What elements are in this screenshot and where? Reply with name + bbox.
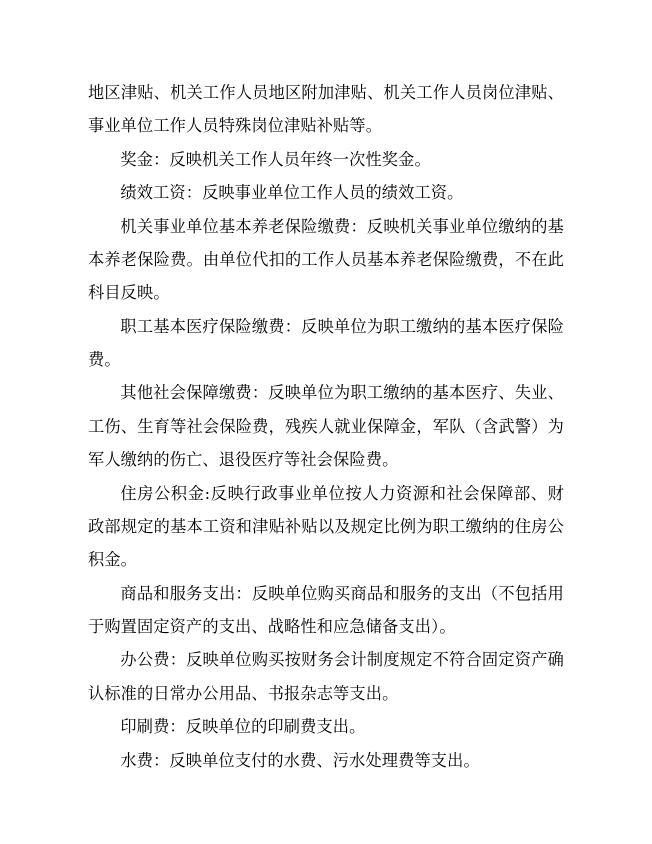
paragraph: 绩效工资：反映事业单位工作人员的绩效工资。	[120, 183, 464, 203]
paragraph: 住房公积金:反映行政事业单位按人力资源和社会保障部、财政部规定的基本工资和津贴补贴以及规定比例为职工缴纳的住房公积金。	[88, 483, 564, 570]
document-body	[88, 76, 564, 777]
paragraph: 地区津贴、机关工作人员地区附加津贴、机关工作人员岗位津贴、事业单位工作人员特殊岗位津贴补贴等。	[88, 83, 564, 136]
paragraph: 其他社会保障缴费：反映单位为职工缴纳的基本医疗、失业、工伤、生育等社会保险费，残疾人就业保障金，军队（含武警）为军人缴纳的伤亡、退役医疗等社会保险费。	[88, 383, 564, 470]
paragraph: 奖金：反映机关工作人员年终一次性奖金。	[120, 149, 431, 169]
paragraph: 印刷费：反映单位的印刷费支出。	[120, 717, 366, 737]
paragraph: 机关事业单位基本养老保险缴费：反映机关事业单位缴纳的基本养老保险费。由单位代扣的工作人员基本养老保险缴费，不在此科目反映。	[88, 216, 564, 303]
paragraph: 办公费：反映单位购买按财务会计制度规定不符合固定资产确认标准的日常办公用品、书报杂志等支出。	[88, 650, 564, 703]
paragraph: 商品和服务支出：反映单位购买商品和服务的支出（不包括用于购置固定资产的支出、战略性和应急储备支出）。	[88, 583, 564, 636]
paragraph: 职工基本医疗保险缴费：反映单位为职工缴纳的基本医疗保险费。	[88, 316, 564, 369]
paragraph: 水费：反映单位支付的水费、污水处理费等支出。	[120, 750, 480, 770]
